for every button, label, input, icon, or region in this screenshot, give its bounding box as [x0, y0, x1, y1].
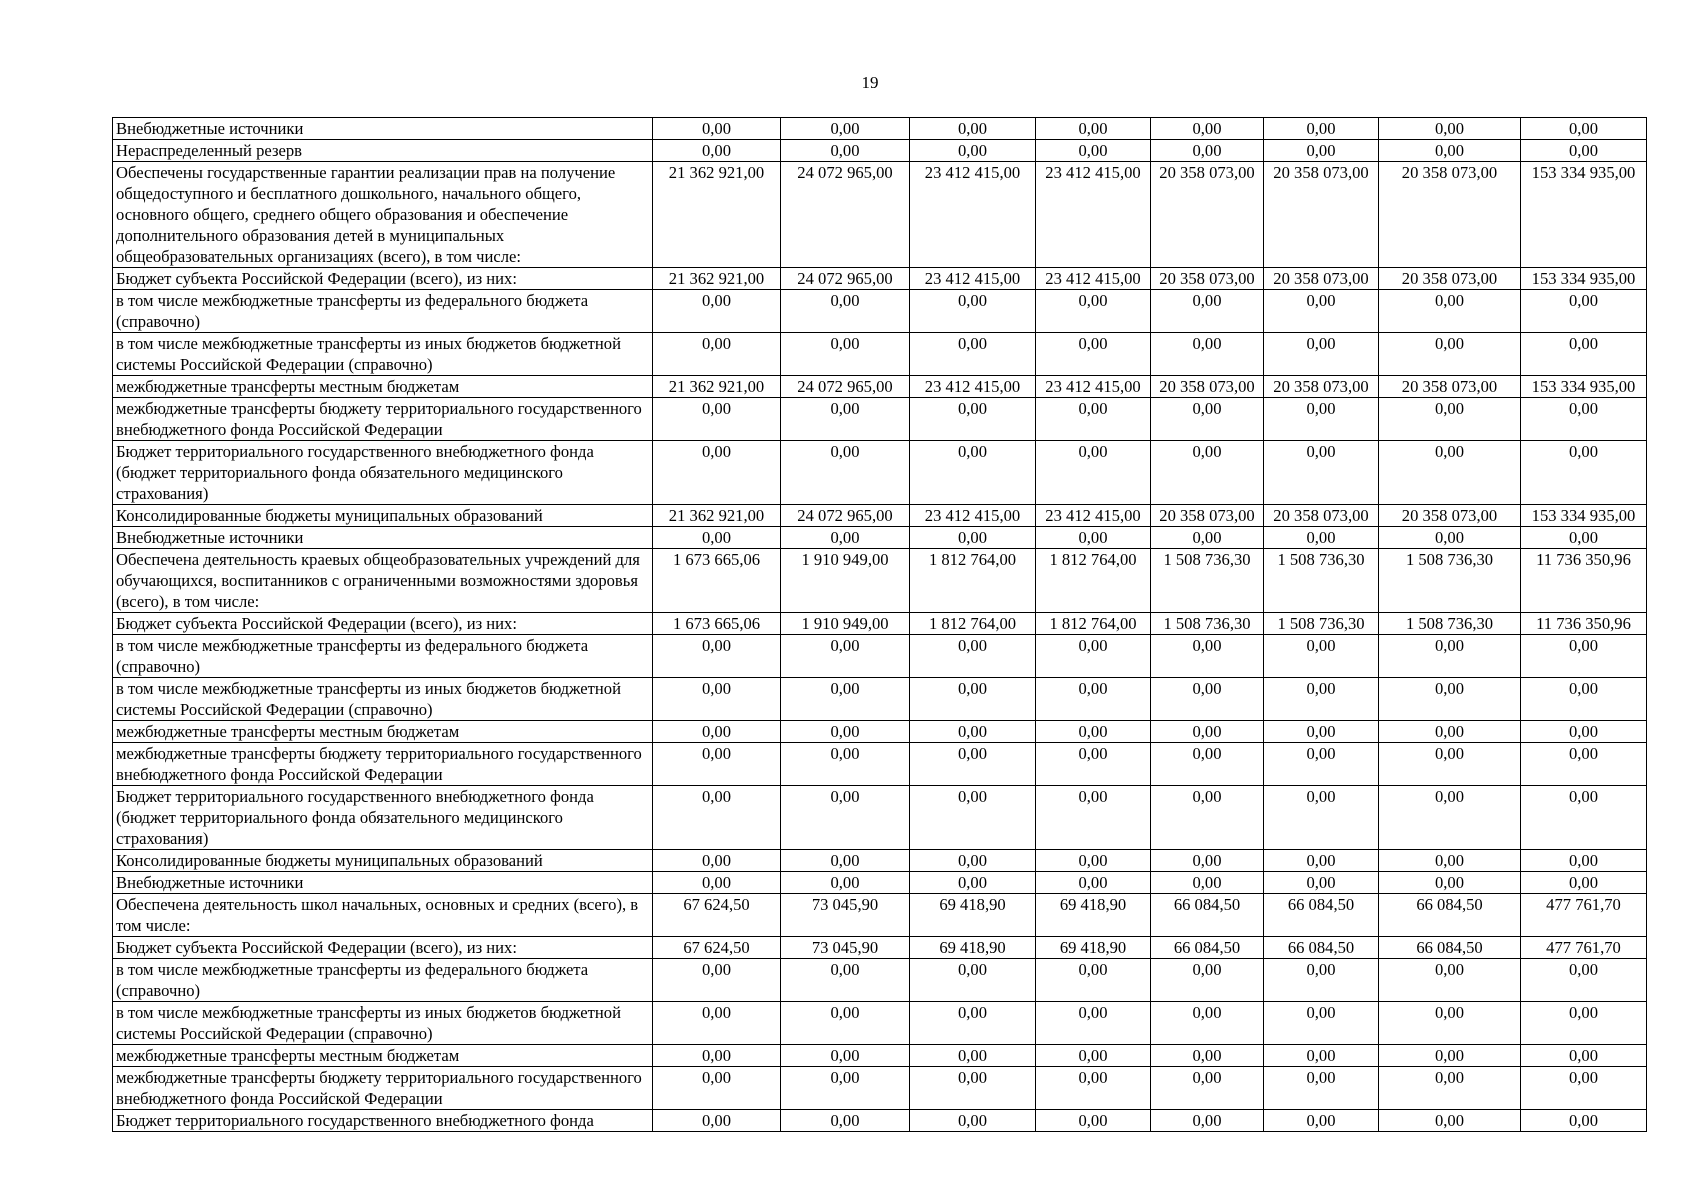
value-cell: 0,00	[910, 1110, 1036, 1132]
value-cell: 153 334 935,00	[1521, 162, 1647, 268]
value-cell: 0,00	[1151, 786, 1264, 850]
value-cell: 0,00	[1521, 678, 1647, 721]
value-cell: 0,00	[1379, 850, 1521, 872]
value-cell: 0,00	[1264, 1045, 1379, 1067]
value-cell: 1 508 736,30	[1264, 613, 1379, 635]
value-cell: 1 673 665,06	[653, 549, 781, 613]
value-cell: 0,00	[653, 678, 781, 721]
value-cell: 0,00	[1521, 635, 1647, 678]
table-row	[113, 118, 1647, 140]
value-cell: 477 761,70	[1521, 937, 1647, 959]
value-cell: 0,00	[910, 872, 1036, 894]
value-cell: 0,00	[653, 398, 781, 441]
value-cell: 0,00	[1264, 635, 1379, 678]
value-cell: 0,00	[910, 140, 1036, 162]
value-cell: 0,00	[1379, 743, 1521, 786]
value-cell: 66 084,50	[1379, 894, 1521, 937]
value-cell: 0,00	[781, 140, 910, 162]
table-row	[113, 1002, 1647, 1045]
value-cell: 0,00	[910, 1067, 1036, 1110]
value-cell: 0,00	[653, 850, 781, 872]
value-cell: 0,00	[1264, 786, 1379, 850]
value-cell: 24 072 965,00	[781, 162, 910, 268]
budget-table-body	[113, 118, 1647, 1132]
value-cell: 0,00	[1036, 290, 1151, 333]
value-cell: 0,00	[781, 872, 910, 894]
table-row	[113, 162, 1647, 268]
table-row	[113, 549, 1647, 613]
value-cell: 0,00	[781, 850, 910, 872]
row-label: Внебюджетные источники	[113, 527, 653, 549]
value-cell: 0,00	[781, 527, 910, 549]
value-cell: 0,00	[1379, 678, 1521, 721]
value-cell: 0,00	[1036, 678, 1151, 721]
value-cell: 0,00	[910, 290, 1036, 333]
value-cell: 0,00	[1151, 1002, 1264, 1045]
value-cell: 0,00	[1036, 850, 1151, 872]
value-cell: 24 072 965,00	[781, 268, 910, 290]
value-cell: 0,00	[1151, 1045, 1264, 1067]
value-cell: 0,00	[1521, 333, 1647, 376]
value-cell: 0,00	[910, 743, 1036, 786]
row-label: в том числе межбюджетные трансферты из федерального бюджета (справочно)	[113, 959, 653, 1002]
value-cell: 21 362 921,00	[653, 162, 781, 268]
value-cell: 0,00	[1264, 743, 1379, 786]
value-cell: 0,00	[1379, 721, 1521, 743]
value-cell: 1 673 665,06	[653, 613, 781, 635]
row-label: Бюджет субъекта Российской Федерации (всего), из них:	[113, 937, 653, 959]
value-cell: 0,00	[910, 441, 1036, 505]
value-cell: 0,00	[1379, 1110, 1521, 1132]
value-cell: 0,00	[653, 959, 781, 1002]
value-cell: 0,00	[781, 1045, 910, 1067]
value-cell: 0,00	[781, 786, 910, 850]
value-cell: 24 072 965,00	[781, 376, 910, 398]
table-row	[113, 441, 1647, 505]
value-cell: 0,00	[781, 398, 910, 441]
value-cell: 0,00	[1521, 743, 1647, 786]
value-cell: 66 084,50	[1264, 937, 1379, 959]
value-cell: 0,00	[1264, 850, 1379, 872]
value-cell: 0,00	[781, 333, 910, 376]
value-cell: 0,00	[653, 743, 781, 786]
value-cell: 0,00	[1379, 959, 1521, 1002]
value-cell: 477 761,70	[1521, 894, 1647, 937]
row-label: Бюджет территориального государственного внебюджетного фонда	[113, 1110, 653, 1132]
value-cell: 0,00	[1521, 527, 1647, 549]
value-cell: 0,00	[1264, 721, 1379, 743]
value-cell: 20 358 073,00	[1379, 376, 1521, 398]
row-label: в том числе межбюджетные трансферты из иных бюджетов бюджетной системы Российской Федерации (справочно)	[113, 333, 653, 376]
value-cell: 0,00	[1151, 441, 1264, 505]
value-cell: 0,00	[1036, 140, 1151, 162]
value-cell: 0,00	[1521, 1045, 1647, 1067]
value-cell: 153 334 935,00	[1521, 505, 1647, 527]
value-cell: 69 418,90	[1036, 937, 1151, 959]
value-cell: 0,00	[1379, 333, 1521, 376]
value-cell: 0,00	[1521, 1067, 1647, 1110]
value-cell: 0,00	[1264, 333, 1379, 376]
row-label: Бюджет субъекта Российской Федерации (всего), из них:	[113, 613, 653, 635]
value-cell: 0,00	[653, 1067, 781, 1110]
value-cell: 0,00	[653, 1045, 781, 1067]
value-cell: 0,00	[1151, 1110, 1264, 1132]
value-cell: 67 624,50	[653, 937, 781, 959]
row-label: межбюджетные трансферты бюджету территориального государственного внебюджетного фонда Российской Федерации	[113, 1067, 653, 1110]
value-cell: 1 812 764,00	[1036, 549, 1151, 613]
value-cell: 0,00	[653, 786, 781, 850]
value-cell: 1 508 736,30	[1151, 549, 1264, 613]
page-number: 19	[861, 73, 879, 92]
value-cell: 0,00	[1151, 678, 1264, 721]
value-cell: 1 812 764,00	[910, 549, 1036, 613]
table-row	[113, 850, 1647, 872]
value-cell: 0,00	[653, 290, 781, 333]
value-cell: 0,00	[1379, 527, 1521, 549]
value-cell: 0,00	[1151, 1067, 1264, 1110]
value-cell: 0,00	[1151, 398, 1264, 441]
value-cell: 0,00	[1036, 527, 1151, 549]
row-label: Обеспечена деятельность краевых общеобразовательных учреждений для обучающихся, воспитанников с ограниченными возможностями здоровья (всего), в том числе:	[113, 549, 653, 613]
table-row	[113, 743, 1647, 786]
row-label: межбюджетные трансферты местным бюджетам	[113, 1045, 653, 1067]
value-cell: 1 508 736,30	[1264, 549, 1379, 613]
table-row	[113, 398, 1647, 441]
table-row	[113, 527, 1647, 549]
value-cell: 0,00	[1036, 333, 1151, 376]
table-row	[113, 678, 1647, 721]
value-cell: 0,00	[1036, 1067, 1151, 1110]
value-cell: 21 362 921,00	[653, 505, 781, 527]
row-label: в том числе межбюджетные трансферты из федерального бюджета (справочно)	[113, 635, 653, 678]
value-cell: 0,00	[1521, 140, 1647, 162]
value-cell: 0,00	[1264, 441, 1379, 505]
value-cell: 20 358 073,00	[1151, 162, 1264, 268]
value-cell: 20 358 073,00	[1379, 268, 1521, 290]
value-cell: 69 418,90	[1036, 894, 1151, 937]
value-cell: 0,00	[1379, 118, 1521, 140]
value-cell: 23 412 415,00	[1036, 162, 1151, 268]
value-cell: 0,00	[1264, 118, 1379, 140]
value-cell: 0,00	[910, 850, 1036, 872]
table-row	[113, 721, 1647, 743]
value-cell: 0,00	[653, 140, 781, 162]
value-cell: 21 362 921,00	[653, 376, 781, 398]
value-cell: 73 045,90	[781, 937, 910, 959]
value-cell: 1 508 736,30	[1379, 549, 1521, 613]
table-row	[113, 376, 1647, 398]
value-cell: 0,00	[910, 527, 1036, 549]
value-cell: 0,00	[910, 398, 1036, 441]
value-cell: 0,00	[781, 721, 910, 743]
value-cell: 0,00	[910, 959, 1036, 1002]
value-cell: 0,00	[781, 118, 910, 140]
value-cell: 66 084,50	[1151, 894, 1264, 937]
value-cell: 0,00	[910, 678, 1036, 721]
table-row	[113, 786, 1647, 850]
table-row	[113, 1067, 1647, 1110]
value-cell: 23 412 415,00	[910, 162, 1036, 268]
value-cell: 0,00	[910, 721, 1036, 743]
value-cell: 0,00	[1151, 290, 1264, 333]
table-row	[113, 140, 1647, 162]
value-cell: 0,00	[1521, 1002, 1647, 1045]
value-cell: 1 508 736,30	[1151, 613, 1264, 635]
value-cell: 20 358 073,00	[1264, 162, 1379, 268]
table-row	[113, 333, 1647, 376]
value-cell: 0,00	[1521, 290, 1647, 333]
value-cell: 0,00	[910, 1045, 1036, 1067]
value-cell: 20 358 073,00	[1379, 162, 1521, 268]
row-label: Обеспечена деятельность школ начальных, основных и средних (всего), в том числе:	[113, 894, 653, 937]
value-cell: 20 358 073,00	[1264, 505, 1379, 527]
value-cell: 23 412 415,00	[1036, 268, 1151, 290]
value-cell: 0,00	[1264, 1110, 1379, 1132]
value-cell: 0,00	[1151, 140, 1264, 162]
value-cell: 0,00	[1264, 527, 1379, 549]
table-row	[113, 505, 1647, 527]
row-label: Консолидированные бюджеты муниципальных образований	[113, 850, 653, 872]
value-cell: 11 736 350,96	[1521, 549, 1647, 613]
value-cell: 24 072 965,00	[781, 505, 910, 527]
value-cell: 0,00	[653, 721, 781, 743]
value-cell: 0,00	[1036, 872, 1151, 894]
value-cell: 69 418,90	[910, 894, 1036, 937]
value-cell: 0,00	[1036, 1045, 1151, 1067]
table-row	[113, 613, 1647, 635]
value-cell: 0,00	[1264, 1002, 1379, 1045]
value-cell: 0,00	[653, 1110, 781, 1132]
row-label: Нераспределенный резерв	[113, 140, 653, 162]
value-cell: 1 812 764,00	[1036, 613, 1151, 635]
value-cell: 20 358 073,00	[1151, 376, 1264, 398]
value-cell: 1 910 949,00	[781, 613, 910, 635]
table-row	[113, 937, 1647, 959]
value-cell: 0,00	[1521, 441, 1647, 505]
budget-table	[112, 117, 1647, 1132]
value-cell: 20 358 073,00	[1379, 505, 1521, 527]
value-cell: 23 412 415,00	[1036, 505, 1151, 527]
value-cell: 0,00	[1151, 118, 1264, 140]
value-cell: 20 358 073,00	[1264, 376, 1379, 398]
value-cell: 0,00	[1379, 635, 1521, 678]
value-cell: 0,00	[1379, 786, 1521, 850]
value-cell: 0,00	[1036, 635, 1151, 678]
value-cell: 0,00	[1036, 1002, 1151, 1045]
value-cell: 23 412 415,00	[910, 505, 1036, 527]
value-cell: 0,00	[653, 1002, 781, 1045]
value-cell: 153 334 935,00	[1521, 268, 1647, 290]
value-cell: 23 412 415,00	[910, 268, 1036, 290]
value-cell: 23 412 415,00	[910, 376, 1036, 398]
value-cell: 0,00	[1264, 290, 1379, 333]
value-cell: 0,00	[1521, 398, 1647, 441]
row-label: межбюджетные трансферты местным бюджетам	[113, 721, 653, 743]
value-cell: 69 418,90	[910, 937, 1036, 959]
value-cell: 0,00	[653, 441, 781, 505]
value-cell: 21 362 921,00	[653, 268, 781, 290]
row-label: межбюджетные трансферты местным бюджетам	[113, 376, 653, 398]
value-cell: 0,00	[1151, 872, 1264, 894]
value-cell: 0,00	[910, 118, 1036, 140]
value-cell: 1 508 736,30	[1379, 613, 1521, 635]
value-cell: 0,00	[653, 872, 781, 894]
value-cell: 0,00	[781, 441, 910, 505]
table-row	[113, 959, 1647, 1002]
value-cell: 11 736 350,96	[1521, 613, 1647, 635]
value-cell: 0,00	[1521, 721, 1647, 743]
value-cell: 0,00	[1264, 1067, 1379, 1110]
value-cell: 1 812 764,00	[910, 613, 1036, 635]
row-label: в том числе межбюджетные трансферты из иных бюджетов бюджетной системы Российской Федерации (справочно)	[113, 1002, 653, 1045]
row-label: Консолидированные бюджеты муниципальных образований	[113, 505, 653, 527]
value-cell: 0,00	[1151, 635, 1264, 678]
table-row	[113, 1045, 1647, 1067]
value-cell: 0,00	[1264, 959, 1379, 1002]
table-row	[113, 635, 1647, 678]
value-cell: 0,00	[1264, 872, 1379, 894]
value-cell: 0,00	[781, 290, 910, 333]
value-cell: 73 045,90	[781, 894, 910, 937]
value-cell: 0,00	[781, 1067, 910, 1110]
value-cell: 0,00	[1521, 118, 1647, 140]
value-cell: 0,00	[653, 635, 781, 678]
row-label: Бюджет территориального государственного внебюджетного фонда (бюджет территориального фонда обязательного медицинского страхования)	[113, 786, 653, 850]
value-cell: 0,00	[1151, 743, 1264, 786]
value-cell: 0,00	[1521, 850, 1647, 872]
value-cell: 0,00	[1036, 398, 1151, 441]
value-cell: 0,00	[1151, 527, 1264, 549]
table-row	[113, 872, 1647, 894]
row-label: в том числе межбюджетные трансферты из федерального бюджета (справочно)	[113, 290, 653, 333]
value-cell: 0,00	[653, 333, 781, 376]
value-cell: 20 358 073,00	[1264, 268, 1379, 290]
value-cell: 0,00	[781, 743, 910, 786]
value-cell: 0,00	[1521, 959, 1647, 1002]
value-cell: 153 334 935,00	[1521, 376, 1647, 398]
value-cell: 0,00	[910, 1002, 1036, 1045]
value-cell: 0,00	[1151, 721, 1264, 743]
value-cell: 0,00	[1264, 678, 1379, 721]
value-cell: 20 358 073,00	[1151, 268, 1264, 290]
value-cell: 0,00	[781, 1002, 910, 1045]
value-cell: 0,00	[1521, 872, 1647, 894]
value-cell: 0,00	[781, 635, 910, 678]
value-cell: 0,00	[910, 333, 1036, 376]
value-cell: 0,00	[1036, 721, 1151, 743]
value-cell: 0,00	[1379, 1045, 1521, 1067]
value-cell: 0,00	[1264, 398, 1379, 441]
table-row	[113, 1110, 1647, 1132]
value-cell: 0,00	[653, 527, 781, 549]
value-cell: 0,00	[910, 635, 1036, 678]
value-cell: 0,00	[781, 678, 910, 721]
row-label: в том числе межбюджетные трансферты из иных бюджетов бюджетной системы Российской Федерации (справочно)	[113, 678, 653, 721]
value-cell: 66 084,50	[1379, 937, 1521, 959]
value-cell: 0,00	[1151, 850, 1264, 872]
value-cell: 1 910 949,00	[781, 549, 910, 613]
value-cell: 67 624,50	[653, 894, 781, 937]
value-cell: 0,00	[1036, 786, 1151, 850]
value-cell: 0,00	[1036, 743, 1151, 786]
value-cell: 0,00	[1379, 872, 1521, 894]
value-cell: 0,00	[1379, 1067, 1521, 1110]
value-cell: 0,00	[1036, 959, 1151, 1002]
value-cell: 0,00	[1036, 1110, 1151, 1132]
value-cell: 0,00	[1379, 398, 1521, 441]
row-label: Обеспечены государственные гарантии реализации прав на получение общедоступного и бесплатного дошкольного, начального общего, основного общего, среднего общего образования и обеспечение дополнительного образования детей в муниципальных общеобразовательных организациях (всего), в том числе:	[113, 162, 653, 268]
row-label: Внебюджетные источники	[113, 872, 653, 894]
value-cell: 0,00	[1379, 1002, 1521, 1045]
value-cell: 20 358 073,00	[1151, 505, 1264, 527]
value-cell: 0,00	[910, 786, 1036, 850]
value-cell: 66 084,50	[1264, 894, 1379, 937]
value-cell: 0,00	[781, 959, 910, 1002]
value-cell: 0,00	[1521, 1110, 1647, 1132]
table-row	[113, 290, 1647, 333]
value-cell: 66 084,50	[1151, 937, 1264, 959]
row-label: Бюджет территориального государственного внебюджетного фонда (бюджет территориального фонда обязательного медицинского страхования)	[113, 441, 653, 505]
row-label: Бюджет субъекта Российской Федерации (всего), из них:	[113, 268, 653, 290]
value-cell: 0,00	[1151, 959, 1264, 1002]
row-label: Внебюджетные источники	[113, 118, 653, 140]
value-cell: 0,00	[781, 1110, 910, 1132]
value-cell: 0,00	[1036, 118, 1151, 140]
value-cell: 0,00	[653, 118, 781, 140]
value-cell: 0,00	[1379, 441, 1521, 505]
value-cell: 23 412 415,00	[1036, 376, 1151, 398]
value-cell: 0,00	[1379, 290, 1521, 333]
value-cell: 0,00	[1521, 786, 1647, 850]
row-label: межбюджетные трансферты бюджету территориального государственного внебюджетного фонда Российской Федерации	[113, 398, 653, 441]
value-cell: 0,00	[1264, 140, 1379, 162]
row-label: межбюджетные трансферты бюджету территориального государственного внебюджетного фонда Российской Федерации	[113, 743, 653, 786]
value-cell: 0,00	[1151, 333, 1264, 376]
table-row	[113, 894, 1647, 937]
value-cell: 0,00	[1036, 441, 1151, 505]
table-row	[113, 268, 1647, 290]
value-cell: 0,00	[1379, 140, 1521, 162]
